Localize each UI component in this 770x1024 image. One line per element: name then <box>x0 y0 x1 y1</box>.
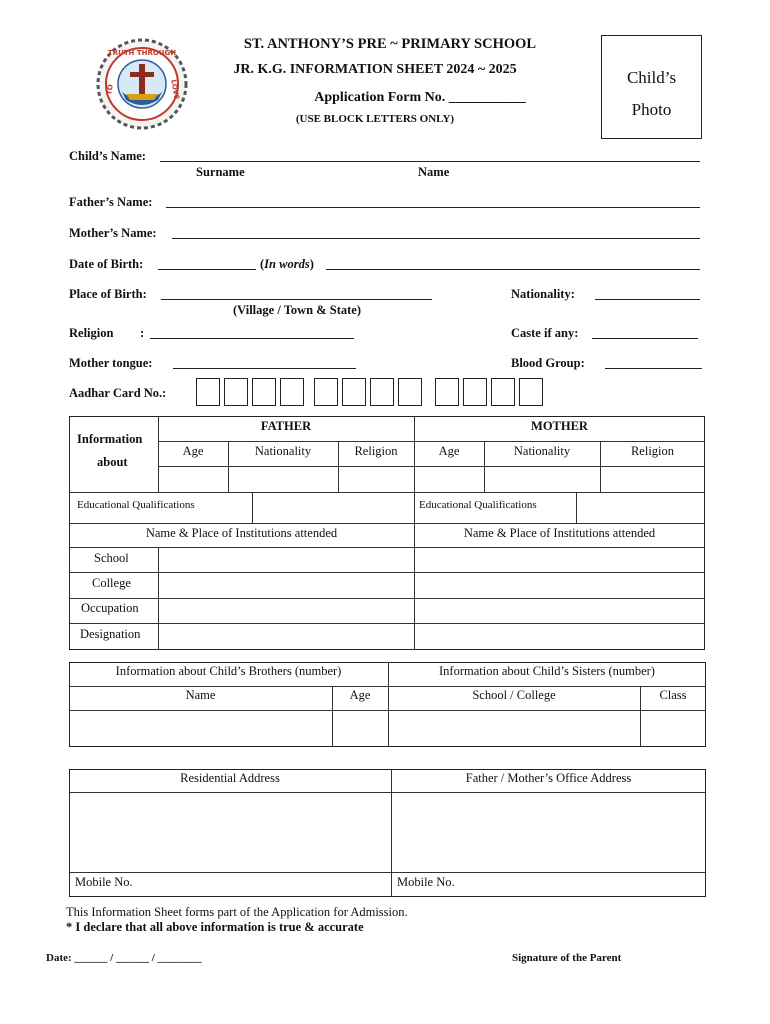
mother-tongue-label: Mother tongue: <box>69 356 153 370</box>
table-rule <box>252 492 253 523</box>
aadhar-digit-box[interactable] <box>196 378 220 406</box>
svg-text:TRUTH THROUGH: TRUTH THROUGH <box>107 49 177 57</box>
sisters-school-header: School / College <box>472 688 556 702</box>
info-sheet-note: This Information Sheet forms part of the Application for Admission. <box>66 905 408 919</box>
school-name: ST. ANTHONY’S PRE ~ PRIMARY SCHOOL <box>243 36 537 52</box>
father-religion-header: Religion <box>354 444 398 458</box>
caste-line[interactable] <box>592 338 698 339</box>
mothers-name-label: Mother’s Name: <box>69 226 157 240</box>
table-rule <box>69 572 705 573</box>
fathers-name-label: Father’s Name: <box>69 195 153 209</box>
mother-tongue-line[interactable] <box>173 368 356 369</box>
residential-address-header: Residential Address <box>180 771 280 785</box>
nationality-line[interactable] <box>595 299 700 300</box>
table-rule <box>158 441 705 442</box>
date-field[interactable]: Date: ______ / ______ / ________ <box>46 952 202 964</box>
aadhar-digit-box[interactable] <box>463 378 487 406</box>
residential-mobile-label: Mobile No. <box>75 875 133 889</box>
table-rule <box>69 686 706 687</box>
place-of-birth-line[interactable] <box>161 299 432 300</box>
childs-name-line[interactable] <box>160 161 700 162</box>
photo-label-1: Child’s <box>626 68 677 87</box>
religion-line[interactable] <box>150 338 354 339</box>
brothers-header: Information about Child’s Brothers (number) <box>115 664 342 678</box>
table-rule <box>69 872 706 873</box>
aadhar-digit-box[interactable] <box>370 378 394 406</box>
table-rule <box>69 492 705 493</box>
dob-words-line[interactable] <box>326 269 700 270</box>
table-rule <box>69 710 706 711</box>
father-age-header: Age <box>182 444 204 458</box>
row-designation-label: Designation <box>80 627 141 641</box>
village-town-state-label: (Village / Town & State) <box>233 303 362 317</box>
aadhar-digit-box[interactable] <box>314 378 338 406</box>
aadhar-digit-box[interactable] <box>342 378 366 406</box>
childs-name-label: Child’s Name: <box>69 149 146 163</box>
svg-text:TO: TO <box>105 83 115 96</box>
table-rule <box>69 523 705 524</box>
mother-age-header: Age <box>438 444 460 458</box>
mother-edu-label: Educational Qualifications <box>419 499 537 511</box>
aadhar-digit-box[interactable] <box>435 378 459 406</box>
aadhar-digit-box[interactable] <box>491 378 515 406</box>
mother-header: MOTHER <box>531 419 588 433</box>
table-rule <box>69 623 705 624</box>
parent-signature-label: Signature of the Parent <box>512 952 622 964</box>
father-edu-label: Educational Qualifications <box>77 499 195 511</box>
table-rule <box>391 769 392 897</box>
father-institutions-header: Name & Place of Institutions attended <box>145 526 338 540</box>
table-rule <box>158 466 705 467</box>
table-rule <box>69 598 705 599</box>
application-form-no[interactable]: Application Form No. ___________ <box>314 90 526 105</box>
block-letters-note: (USE BLOCK LETTERS ONLY) <box>295 113 455 125</box>
dob-label: Date of Birth: <box>69 257 144 271</box>
aadhar-label: Aadhar Card No.: <box>69 386 167 400</box>
mother-religion-header: Religion <box>630 444 675 458</box>
school-logo <box>96 38 188 130</box>
row-college-label: College <box>92 576 131 590</box>
office-mobile-label: Mobile No. <box>397 875 455 889</box>
photo-label-2: Photo <box>631 100 672 119</box>
sheet-title: JR. K.G. INFORMATION SHEET 2024 ~ 2025 <box>233 62 517 77</box>
mothers-name-line[interactable] <box>172 238 700 239</box>
religion-colon: : <box>140 326 145 340</box>
table-rule <box>69 792 706 793</box>
blood-group-label: Blood Group: <box>511 356 585 370</box>
surname-label: Surname <box>196 165 245 179</box>
aadhar-digit-box[interactable] <box>224 378 248 406</box>
brothers-age-header: Age <box>349 688 371 702</box>
name-label: Name <box>418 165 450 179</box>
place-of-birth-label: Place of Birth: <box>69 287 147 301</box>
religion-label: Religion <box>69 326 114 340</box>
aadhar-digit-box[interactable] <box>519 378 543 406</box>
brothers-name-header: Name <box>185 688 216 702</box>
declaration: * I declare that all above information is true & accurate <box>66 920 364 934</box>
office-address-header: Father / Mother’s Office Address <box>465 771 632 785</box>
info-about-label-2: about <box>97 455 128 469</box>
table-rule <box>69 547 705 548</box>
row-occupation-label: Occupation <box>81 601 139 615</box>
blood-group-line[interactable] <box>605 368 702 369</box>
info-about-label-1: Information <box>77 432 143 446</box>
aadhar-digit-box[interactable] <box>252 378 276 406</box>
table-rule <box>158 547 159 650</box>
in-words-label: In words <box>264 257 310 271</box>
sisters-class-header: Class <box>659 688 687 702</box>
dob-line[interactable] <box>158 269 256 270</box>
aadhar-digit-box[interactable] <box>280 378 304 406</box>
mother-nationality-header: Nationality <box>513 444 571 458</box>
aadhar-digit-box[interactable] <box>398 378 422 406</box>
nationality-label: Nationality: <box>511 287 575 301</box>
caste-label: Caste if any: <box>511 326 579 340</box>
mother-institutions-header: Name & Place of Institutions attended <box>463 526 656 540</box>
father-header: FATHER <box>260 419 312 433</box>
photo-box[interactable] <box>601 35 702 139</box>
sisters-header: Information about Child’s Sisters (number) <box>439 664 655 678</box>
in-words-open: (In words) <box>260 257 314 271</box>
svg-text:LOVE: LOVE <box>169 79 181 101</box>
table-rule <box>576 492 577 523</box>
fathers-name-line[interactable] <box>166 207 700 208</box>
address-table <box>69 769 706 897</box>
row-school-label: School <box>94 551 129 565</box>
father-nationality-header: Nationality <box>254 444 312 458</box>
